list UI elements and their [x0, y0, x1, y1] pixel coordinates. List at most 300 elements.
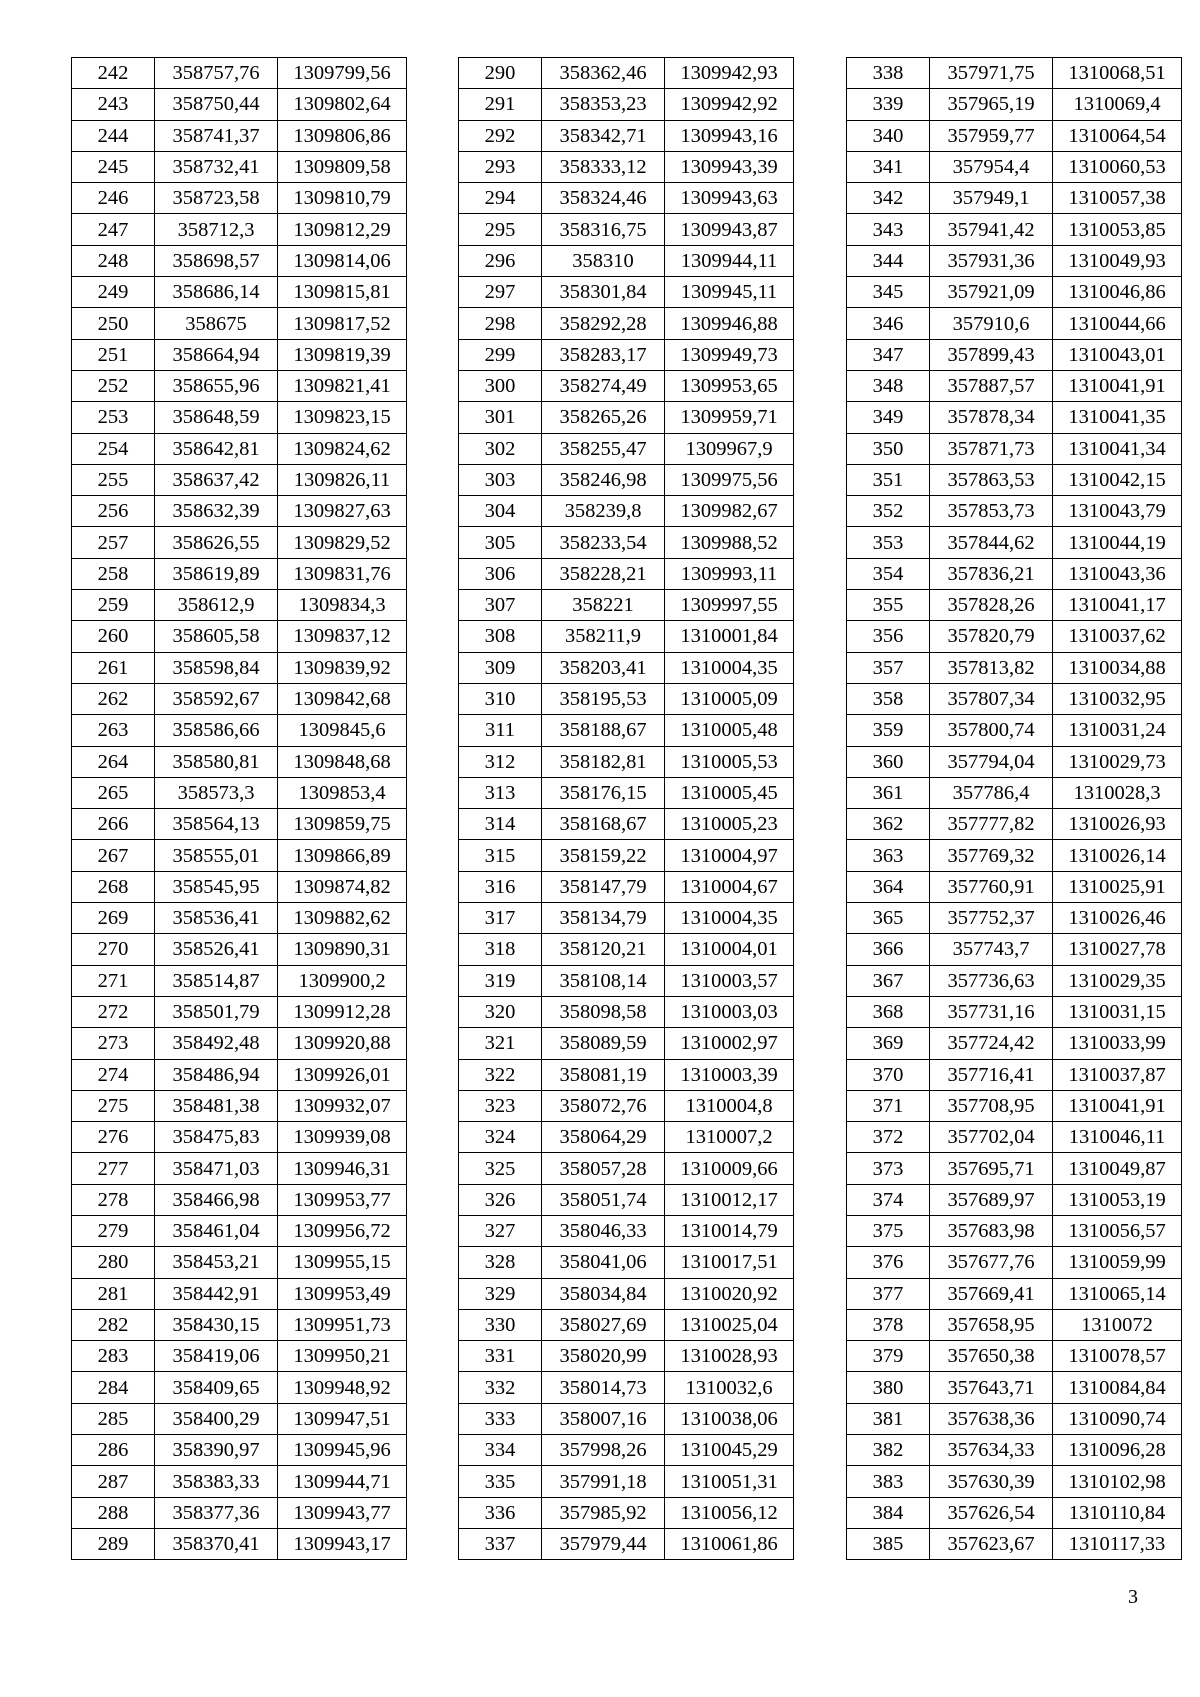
point-number-cell: 370	[847, 1059, 930, 1090]
x-coordinate-cell: 358592,67	[155, 683, 278, 714]
y-coordinate-cell: 1310028,3	[1053, 777, 1182, 808]
y-coordinate-cell: 1310017,51	[665, 1247, 794, 1278]
table-row	[72, 934, 407, 965]
point-number-cell: 271	[72, 965, 155, 996]
y-coordinate-cell: 1309859,75	[278, 809, 407, 840]
table-row	[459, 590, 794, 621]
y-coordinate-cell: 1309900,2	[278, 965, 407, 996]
x-coordinate-cell: 358619,89	[155, 558, 278, 589]
point-number-cell: 295	[459, 214, 542, 245]
point-number-cell: 362	[847, 809, 930, 840]
table-row	[847, 621, 1182, 652]
y-coordinate-cell: 1310041,91	[1053, 370, 1182, 401]
point-number-cell: 330	[459, 1309, 542, 1340]
point-number-cell: 327	[459, 1215, 542, 1246]
y-coordinate-cell: 1310049,93	[1053, 245, 1182, 276]
point-number-cell: 306	[459, 558, 542, 589]
x-coordinate-cell: 357910,6	[930, 308, 1053, 339]
y-coordinate-cell: 1309959,71	[665, 402, 794, 433]
point-number-cell: 299	[459, 339, 542, 370]
table-row	[459, 120, 794, 151]
y-coordinate-cell: 1310043,01	[1053, 339, 1182, 370]
table-row	[847, 58, 1182, 89]
y-coordinate-cell: 1310004,35	[665, 652, 794, 683]
x-coordinate-cell: 358442,91	[155, 1278, 278, 1309]
table-row	[459, 1528, 794, 1559]
y-coordinate-cell: 1310078,57	[1053, 1341, 1182, 1372]
y-coordinate-cell: 1309939,08	[278, 1122, 407, 1153]
table-row	[459, 558, 794, 589]
point-number-cell: 301	[459, 402, 542, 433]
point-number-cell: 334	[459, 1435, 542, 1466]
point-number-cell: 311	[459, 715, 542, 746]
y-coordinate-cell: 1310014,79	[665, 1215, 794, 1246]
x-coordinate-cell: 357695,71	[930, 1153, 1053, 1184]
y-coordinate-cell: 1310072	[1053, 1309, 1182, 1340]
point-number-cell: 243	[72, 89, 155, 120]
point-number-cell: 374	[847, 1184, 930, 1215]
y-coordinate-cell: 1310029,73	[1053, 746, 1182, 777]
x-coordinate-cell: 358377,36	[155, 1497, 278, 1528]
y-coordinate-cell: 1310012,17	[665, 1184, 794, 1215]
table-row	[847, 840, 1182, 871]
y-coordinate-cell: 1309882,62	[278, 903, 407, 934]
point-number-cell: 274	[72, 1059, 155, 1090]
table-row	[72, 1215, 407, 1246]
x-coordinate-cell: 357643,71	[930, 1372, 1053, 1403]
point-number-cell: 265	[72, 777, 155, 808]
y-coordinate-cell: 1309975,56	[665, 464, 794, 495]
table-row	[459, 89, 794, 120]
table-row	[847, 652, 1182, 683]
table-row	[847, 1122, 1182, 1153]
table-row	[847, 903, 1182, 934]
y-coordinate-cell: 1309845,6	[278, 715, 407, 746]
x-coordinate-cell: 357800,74	[930, 715, 1053, 746]
y-coordinate-cell: 1309812,29	[278, 214, 407, 245]
page-number: 3	[1128, 1586, 1138, 1608]
table-row	[72, 746, 407, 777]
x-coordinate-cell: 358014,73	[542, 1372, 665, 1403]
point-number-cell: 290	[459, 58, 542, 89]
table-row	[847, 1466, 1182, 1497]
table-row	[847, 996, 1182, 1027]
y-coordinate-cell: 1309946,31	[278, 1153, 407, 1184]
table-row	[459, 370, 794, 401]
x-coordinate-cell: 358698,57	[155, 245, 278, 276]
point-number-cell: 279	[72, 1215, 155, 1246]
point-number-cell: 254	[72, 433, 155, 464]
point-number-cell: 335	[459, 1466, 542, 1497]
y-coordinate-cell: 1310042,15	[1053, 464, 1182, 495]
table-row	[459, 715, 794, 746]
point-number-cell: 321	[459, 1028, 542, 1059]
y-coordinate-cell: 1309819,39	[278, 339, 407, 370]
table-row	[72, 370, 407, 401]
y-coordinate-cell: 1309967,9	[665, 433, 794, 464]
point-number-cell: 350	[847, 433, 930, 464]
point-number-cell: 309	[459, 652, 542, 683]
y-coordinate-cell: 1310064,54	[1053, 120, 1182, 151]
y-coordinate-cell: 1309943,17	[278, 1528, 407, 1559]
y-coordinate-cell: 1310034,88	[1053, 652, 1182, 683]
table-row	[459, 496, 794, 527]
table-row	[847, 1247, 1182, 1278]
x-coordinate-cell: 358246,98	[542, 464, 665, 495]
point-number-cell: 360	[847, 746, 930, 777]
x-coordinate-cell: 358545,95	[155, 871, 278, 902]
point-number-cell: 307	[459, 590, 542, 621]
point-number-cell: 382	[847, 1435, 930, 1466]
table-row	[459, 1403, 794, 1434]
x-coordinate-cell: 357985,92	[542, 1497, 665, 1528]
point-number-cell: 296	[459, 245, 542, 276]
point-number-cell: 282	[72, 1309, 155, 1340]
y-coordinate-cell: 1309806,86	[278, 120, 407, 151]
point-number-cell: 318	[459, 934, 542, 965]
point-number-cell: 355	[847, 590, 930, 621]
y-coordinate-cell: 1310056,12	[665, 1497, 794, 1528]
x-coordinate-cell: 358370,41	[155, 1528, 278, 1559]
table-row	[847, 183, 1182, 214]
x-coordinate-cell: 357638,36	[930, 1403, 1053, 1434]
point-number-cell: 260	[72, 621, 155, 652]
point-number-cell: 249	[72, 277, 155, 308]
point-number-cell: 365	[847, 903, 930, 934]
point-number-cell: 357	[847, 652, 930, 683]
table-row	[72, 308, 407, 339]
y-coordinate-cell: 1310044,66	[1053, 308, 1182, 339]
point-number-cell: 324	[459, 1122, 542, 1153]
point-number-cell: 379	[847, 1341, 930, 1372]
table-row	[847, 245, 1182, 276]
point-number-cell: 250	[72, 308, 155, 339]
table-row	[847, 1528, 1182, 1559]
y-coordinate-cell: 1309956,72	[278, 1215, 407, 1246]
x-coordinate-cell: 358134,79	[542, 903, 665, 934]
y-coordinate-cell: 1309997,55	[665, 590, 794, 621]
point-number-cell: 276	[72, 1122, 155, 1153]
point-number-cell: 272	[72, 996, 155, 1027]
x-coordinate-cell: 357887,57	[930, 370, 1053, 401]
point-number-cell: 291	[459, 89, 542, 120]
y-coordinate-cell: 1310002,97	[665, 1028, 794, 1059]
point-number-cell: 332	[459, 1372, 542, 1403]
table-row	[459, 1215, 794, 1246]
x-coordinate-cell: 358203,41	[542, 652, 665, 683]
y-coordinate-cell: 1310068,51	[1053, 58, 1182, 89]
table-row	[72, 558, 407, 589]
table-row	[847, 370, 1182, 401]
x-coordinate-cell: 357760,91	[930, 871, 1053, 902]
table-row	[72, 715, 407, 746]
y-coordinate-cell: 1310032,6	[665, 1372, 794, 1403]
x-coordinate-cell: 357708,95	[930, 1090, 1053, 1121]
table-row	[847, 590, 1182, 621]
point-number-cell: 340	[847, 120, 930, 151]
x-coordinate-cell: 357743,7	[930, 934, 1053, 965]
x-coordinate-cell: 358283,17	[542, 339, 665, 370]
x-coordinate-cell: 357650,38	[930, 1341, 1053, 1372]
y-coordinate-cell: 1309942,93	[665, 58, 794, 89]
x-coordinate-cell: 358605,58	[155, 621, 278, 652]
y-coordinate-cell: 1310053,19	[1053, 1184, 1182, 1215]
x-coordinate-cell: 357971,75	[930, 58, 1053, 89]
x-coordinate-cell: 358027,69	[542, 1309, 665, 1340]
table-row	[459, 527, 794, 558]
point-number-cell: 349	[847, 402, 930, 433]
table-row	[459, 1153, 794, 1184]
y-coordinate-cell: 1310004,35	[665, 903, 794, 934]
table-row	[847, 1309, 1182, 1340]
table-row	[72, 433, 407, 464]
table-row	[459, 277, 794, 308]
table-row	[459, 308, 794, 339]
table-row	[847, 120, 1182, 151]
point-number-cell: 258	[72, 558, 155, 589]
table-row	[72, 1435, 407, 1466]
table-row	[459, 1247, 794, 1278]
y-coordinate-cell: 1309943,39	[665, 151, 794, 182]
y-coordinate-cell: 1310025,04	[665, 1309, 794, 1340]
point-number-cell: 358	[847, 683, 930, 714]
point-number-cell: 353	[847, 527, 930, 558]
table-row	[847, 214, 1182, 245]
x-coordinate-cell: 358419,06	[155, 1341, 278, 1372]
x-coordinate-cell: 358316,75	[542, 214, 665, 245]
point-number-cell: 364	[847, 871, 930, 902]
point-number-cell: 298	[459, 308, 542, 339]
point-number-cell: 347	[847, 339, 930, 370]
coordinates-table-2	[458, 57, 794, 1560]
point-number-cell: 317	[459, 903, 542, 934]
table-row	[459, 1122, 794, 1153]
x-coordinate-cell: 357669,41	[930, 1278, 1053, 1309]
x-coordinate-cell: 358564,13	[155, 809, 278, 840]
y-coordinate-cell: 1310004,8	[665, 1090, 794, 1121]
x-coordinate-cell: 358265,26	[542, 402, 665, 433]
table-row	[847, 277, 1182, 308]
x-coordinate-cell: 358274,49	[542, 370, 665, 401]
y-coordinate-cell: 1310003,57	[665, 965, 794, 996]
table-row	[72, 621, 407, 652]
x-coordinate-cell: 357813,82	[930, 652, 1053, 683]
x-coordinate-cell: 357702,04	[930, 1122, 1053, 1153]
table-row	[72, 1247, 407, 1278]
x-coordinate-cell: 358041,06	[542, 1247, 665, 1278]
table-row	[847, 1372, 1182, 1403]
y-coordinate-cell: 1310037,62	[1053, 621, 1182, 652]
table-row	[459, 1090, 794, 1121]
x-coordinate-cell: 358342,71	[542, 120, 665, 151]
table-row	[72, 777, 407, 808]
table-row	[72, 1059, 407, 1090]
x-coordinate-cell: 358310	[542, 245, 665, 276]
y-coordinate-cell: 1309831,76	[278, 558, 407, 589]
y-coordinate-cell: 1309945,11	[665, 277, 794, 308]
point-number-cell: 310	[459, 683, 542, 714]
table-row	[459, 214, 794, 245]
x-coordinate-cell: 358147,79	[542, 871, 665, 902]
x-coordinate-cell: 357623,67	[930, 1528, 1053, 1559]
table-row	[459, 621, 794, 652]
x-coordinate-cell: 357777,82	[930, 809, 1053, 840]
y-coordinate-cell: 1310043,36	[1053, 558, 1182, 589]
y-coordinate-cell: 1309943,77	[278, 1497, 407, 1528]
table-row	[847, 715, 1182, 746]
x-coordinate-cell: 357959,77	[930, 120, 1053, 151]
x-coordinate-cell: 358362,46	[542, 58, 665, 89]
y-coordinate-cell: 1310060,53	[1053, 151, 1182, 182]
table-row	[459, 151, 794, 182]
x-coordinate-cell: 358664,94	[155, 339, 278, 370]
y-coordinate-cell: 1310005,53	[665, 746, 794, 777]
y-coordinate-cell: 1310045,29	[665, 1435, 794, 1466]
table-row	[72, 683, 407, 714]
table-row	[847, 402, 1182, 433]
x-coordinate-cell: 358089,59	[542, 1028, 665, 1059]
x-coordinate-cell: 357658,95	[930, 1309, 1053, 1340]
point-number-cell: 328	[459, 1247, 542, 1278]
table-row	[72, 590, 407, 621]
point-number-cell: 277	[72, 1153, 155, 1184]
x-coordinate-cell: 358301,84	[542, 277, 665, 308]
x-coordinate-cell: 357677,76	[930, 1247, 1053, 1278]
table-row	[847, 746, 1182, 777]
y-coordinate-cell: 1310084,84	[1053, 1372, 1182, 1403]
table-row	[847, 89, 1182, 120]
table-row	[459, 996, 794, 1027]
y-coordinate-cell: 1309912,28	[278, 996, 407, 1027]
x-coordinate-cell: 357965,19	[930, 89, 1053, 120]
x-coordinate-cell: 358390,97	[155, 1435, 278, 1466]
y-coordinate-cell: 1310026,46	[1053, 903, 1182, 934]
y-coordinate-cell: 1309824,62	[278, 433, 407, 464]
y-coordinate-cell: 1310003,03	[665, 996, 794, 1027]
y-coordinate-cell: 1310001,84	[665, 621, 794, 652]
table-row	[847, 464, 1182, 495]
point-number-cell: 288	[72, 1497, 155, 1528]
point-number-cell: 275	[72, 1090, 155, 1121]
y-coordinate-cell: 1309814,06	[278, 245, 407, 276]
x-coordinate-cell: 358239,8	[542, 496, 665, 527]
point-number-cell: 385	[847, 1528, 930, 1559]
x-coordinate-cell: 358612,9	[155, 590, 278, 621]
table-row	[72, 89, 407, 120]
y-coordinate-cell: 1310005,09	[665, 683, 794, 714]
point-number-cell: 312	[459, 746, 542, 777]
y-coordinate-cell: 1309853,4	[278, 777, 407, 808]
x-coordinate-cell: 358233,54	[542, 527, 665, 558]
table-row	[459, 1341, 794, 1372]
y-coordinate-cell: 1310029,35	[1053, 965, 1182, 996]
y-coordinate-cell: 1310102,98	[1053, 1466, 1182, 1497]
point-number-cell: 345	[847, 277, 930, 308]
point-number-cell: 371	[847, 1090, 930, 1121]
x-coordinate-cell: 358072,76	[542, 1090, 665, 1121]
table-row	[72, 1341, 407, 1372]
table-row	[72, 652, 407, 683]
point-number-cell: 339	[847, 89, 930, 120]
y-coordinate-cell: 1309950,21	[278, 1341, 407, 1372]
y-coordinate-cell: 1309874,82	[278, 871, 407, 902]
x-coordinate-cell: 358536,41	[155, 903, 278, 934]
x-coordinate-cell: 358159,22	[542, 840, 665, 871]
point-number-cell: 289	[72, 1528, 155, 1559]
table-row	[459, 965, 794, 996]
table-row	[72, 840, 407, 871]
point-number-cell: 336	[459, 1497, 542, 1528]
y-coordinate-cell: 1309993,11	[665, 558, 794, 589]
x-coordinate-cell: 357828,26	[930, 590, 1053, 621]
point-number-cell: 381	[847, 1403, 930, 1434]
point-number-cell: 331	[459, 1341, 542, 1372]
table-row	[847, 934, 1182, 965]
point-number-cell: 246	[72, 183, 155, 214]
point-number-cell: 314	[459, 809, 542, 840]
x-coordinate-cell: 358757,76	[155, 58, 278, 89]
table-row	[72, 183, 407, 214]
table-row	[847, 965, 1182, 996]
coordinates-table-1	[71, 57, 407, 1560]
x-coordinate-cell: 358353,23	[542, 89, 665, 120]
x-coordinate-cell: 357689,97	[930, 1184, 1053, 1215]
x-coordinate-cell: 358057,28	[542, 1153, 665, 1184]
table-row	[847, 339, 1182, 370]
point-number-cell: 266	[72, 809, 155, 840]
y-coordinate-cell: 1310028,93	[665, 1341, 794, 1372]
y-coordinate-cell: 1309955,15	[278, 1247, 407, 1278]
point-number-cell: 361	[847, 777, 930, 808]
point-number-cell: 366	[847, 934, 930, 965]
x-coordinate-cell: 358471,03	[155, 1153, 278, 1184]
table-row	[847, 433, 1182, 464]
point-number-cell: 273	[72, 1028, 155, 1059]
table-row	[847, 558, 1182, 589]
point-number-cell: 319	[459, 965, 542, 996]
x-coordinate-cell: 358430,15	[155, 1309, 278, 1340]
y-coordinate-cell: 1310026,14	[1053, 840, 1182, 871]
table-row	[459, 402, 794, 433]
y-coordinate-cell: 1309953,49	[278, 1278, 407, 1309]
y-coordinate-cell: 1310031,24	[1053, 715, 1182, 746]
table-row	[459, 433, 794, 464]
point-number-cell: 316	[459, 871, 542, 902]
table-row	[72, 1372, 407, 1403]
x-coordinate-cell: 358492,48	[155, 1028, 278, 1059]
y-coordinate-cell: 1309982,67	[665, 496, 794, 527]
y-coordinate-cell: 1309826,11	[278, 464, 407, 495]
table-row	[72, 1528, 407, 1559]
point-number-cell: 373	[847, 1153, 930, 1184]
x-coordinate-cell: 358409,65	[155, 1372, 278, 1403]
y-coordinate-cell: 1310044,19	[1053, 527, 1182, 558]
y-coordinate-cell: 1310004,01	[665, 934, 794, 965]
point-number-cell: 294	[459, 183, 542, 214]
x-coordinate-cell: 358555,01	[155, 840, 278, 871]
x-coordinate-cell: 358642,81	[155, 433, 278, 464]
y-coordinate-cell: 1310096,28	[1053, 1435, 1182, 1466]
y-coordinate-cell: 1310005,23	[665, 809, 794, 840]
x-coordinate-cell: 358580,81	[155, 746, 278, 777]
point-number-cell: 338	[847, 58, 930, 89]
point-number-cell: 244	[72, 120, 155, 151]
point-number-cell: 329	[459, 1278, 542, 1309]
x-coordinate-cell: 358675	[155, 308, 278, 339]
table-row	[72, 402, 407, 433]
y-coordinate-cell: 1309951,73	[278, 1309, 407, 1340]
x-coordinate-cell: 357731,16	[930, 996, 1053, 1027]
